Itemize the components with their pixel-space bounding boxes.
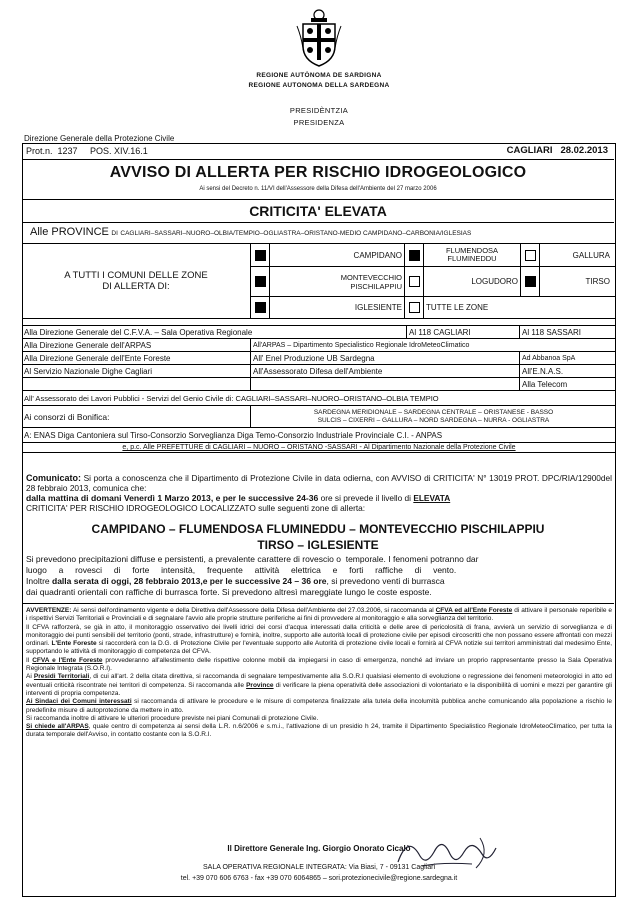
sala-operativa-address: SALA OPERATIVA REGIONALE INTEGRATA: Via Biasi, 7 - 09131 Cagliari [203, 864, 435, 871]
avvertenze-para [26, 673, 612, 698]
recipient: A: ENAS Diga Cantoniera sul Tirso-Consorzio Sorveglianza Diga Temo-Consorzio Industriale Provinciale C.I. - ANPAS [22, 428, 616, 443]
avvertenze-text: , di cui all'art. 2 della citata direttiva, si raccomanda di segnalare tempestivamente alla S.O.R.I qualsiasi elemento di evoluzione o regressione dei fenomeni meteorologici in atto ed eventuali criticità riscontrate nei territori di competenza. Si raccomanda alle [26, 673, 613, 689]
avvertenze-text: provvederanno all'allestimento delle rispettive colonne mobili da impiegarsi in caso di emergenza, nonché ad inviare un proprio rappresentante presso la Sala Operativa Regionale Integrata (S.O.R.I). [26, 656, 613, 673]
presidentzia-label: PRESIDÈNTZIA [289, 106, 349, 115]
director-line: Il Direttore Generale Ing. Giorgio Onorato Cicalò [227, 844, 411, 853]
checkbox-iglesiente [255, 302, 266, 313]
zone-check-cell [405, 244, 424, 267]
avvertenze-text: Ai Sindaci dei Comuni interessati [26, 698, 132, 706]
zone-check-cell [405, 267, 424, 297]
forecast-line: luogo a rovesci di forte intensità, frequente attività elettrica e forti raffiche di vento. [26, 565, 457, 575]
avvertenze-text: Ai sensi dell'ordinamento vigente e della Direttiva dell'Assessore della Difesa dell'Ambiente del 27.03.2006, si raccomanda al [71, 607, 436, 614]
avvertenze-para [26, 723, 612, 740]
forecast-block [26, 554, 612, 598]
avvertenze-text: CFVA e l'Ente Foreste [32, 656, 103, 664]
contact-line: tel. +39 070 606 6763 - fax +39 070 6064865 – sori.protezionecivile@regione.sardegna.it [180, 875, 458, 882]
document-title: AVVISO DI ALLERTA PER RISCHIO IDROGEOLOGICO [109, 164, 527, 181]
presidenza-label: PRESIDENZA [293, 118, 345, 127]
zone-check-cell [521, 267, 540, 297]
recipient: Ai consorzi di Bonifica: [22, 406, 251, 428]
zone-gallura: GALLURA [540, 244, 617, 267]
zones-table [22, 243, 616, 319]
recipient: Alla Direzione Generale dell'Ente Foreste [22, 352, 251, 365]
zone-check-cell [251, 267, 270, 297]
comunicato-label: Comunicato: [26, 473, 81, 483]
consorzi-list [251, 406, 617, 428]
checkbox-logudoro [409, 276, 420, 287]
recipient: All'E.N.A.S. [520, 365, 617, 378]
avvertenze-text: , quale centro di competenza ai sensi della L.R. n.6/2006 e s.m.i., l'attivazione di un presidio h 24, tramite il Dipartimento Specialistico Regionale IdroMeteoClimatico, per tutta la durata temporale dell'Avviso, in contatto costante con la S.O.R.I. [26, 723, 612, 739]
recipient: Alla Direzione Generale dell'ARPAS [22, 339, 251, 352]
avvertenze-para [26, 657, 612, 674]
recipient: All'ARPAS – Dipartimento Specialistico Regionale IdroMeteoClimatico [251, 339, 617, 352]
forecast-text: Inoltre [26, 576, 52, 586]
avvertenze-text: CFVA ed all'Ente Foreste [435, 607, 513, 614]
province-label: Alle PROVINCE [30, 226, 109, 238]
avvertenze-text: Il [26, 656, 33, 664]
recipient: All' Assessorato dei Lavori Pubblici - Servizi del Genio Civile di: CAGLIARI–SASSARI–NUORO–ORISTANO–OLBIA TEMPIO [22, 391, 616, 406]
protocol-line [22, 143, 614, 160]
zone-tutte: TUTTE LE ZONE [424, 297, 617, 319]
recipient: All'Assessorato Difesa dell'Ambiente [251, 365, 520, 378]
forecast-line [26, 576, 612, 587]
consorzi-line: SULCIS – CIXERRI – GALLURA – NORD SARDEGNA – NURRA - OGLIASTRA [317, 416, 550, 424]
recipient: Ad Abbanoa SpA [520, 352, 617, 365]
zone-tirso: TIRSO [540, 267, 617, 297]
recipients-table [22, 325, 616, 453]
region-name-sardo: REGIONE AUTÒNOMA DE SARDIGNA [256, 72, 382, 79]
comunicato-text: CRITICITA' PER RISCHIO IDROGEOLOGICO LOCALIZZATO sulle seguenti zone di allerta: [26, 503, 366, 513]
avvertenze-text: si raccorderà con la D.G. di Protezione Civile per l'eventuale supporto alle Autorità di protezione civile locali e fornirà al CFVA notizie sui territori amministrati dal medesimo Ente, supportando le attività di monitoraggio di competenza del CFVA. [26, 640, 613, 656]
avvertenze-text: si raccomanda di attivare le procedure e le misure di competenza finalizzate alla tutela della incolumità pubblica anche comunicando alla popolazione a rischio le predefinite misure di autoprotezione da mettere in atto. [26, 698, 612, 714]
zones-title-2: TIRSO – IGLESIENTE [257, 538, 379, 552]
checkbox-campidano [255, 250, 266, 261]
province-row [22, 221, 614, 244]
zone-montevecchio: MONTEVECCHIO PISCHILAPPIU [270, 267, 405, 297]
recipient: Al 118 CAGLIARI [407, 326, 520, 339]
avvertenze-para: Si raccomanda inoltre di attivare le ulteriori procedure previste nei piani Comunali di protezione Civile. [26, 714, 319, 722]
zone-check-cell [251, 244, 270, 267]
document-subtitle: Ai sensi del Decreto n. 11/VI dell'Assessore della Difesa dell'Ambiente del 27 marzo 2006 [199, 186, 437, 192]
avvertenze-text: Si chiede all'ARPAS [26, 723, 89, 731]
empty-cell [251, 378, 520, 391]
empty-cell [22, 378, 251, 391]
avvertenze-text: L'Ente Foreste [51, 640, 97, 648]
checkbox-gallura [525, 250, 536, 261]
province-list: CAGLIARI–SASSARI–NUORO–OLBIA/TEMPIO–OGLIASTRA–ORISTANO-MEDIO CAMPIDANO–CARBONIA/IGLESIAS [120, 230, 472, 237]
province-di: DI [111, 230, 118, 237]
regional-crest-icon [295, 8, 343, 68]
divider [22, 603, 614, 604]
comunicato-text: ore si prevede il livello di [318, 493, 414, 503]
zone-check-cell [251, 297, 270, 319]
direzione-label: Direzione Generale della Protezione Civile [24, 134, 175, 143]
checkbox-tutte [409, 302, 420, 313]
avvertenze-para [26, 698, 612, 715]
avvertenze-para [26, 624, 612, 657]
comunicato-block [26, 473, 612, 513]
avvertenze-text: di verificare la piena operatività delle associazioni di volontariato e la disponibilità di uomini e mezzi per garantire gli interventi di propria competenza. [26, 681, 612, 697]
checkbox-montevecchio [255, 276, 266, 287]
consorzi-line: SARDEGNA MERIDIONALE – SARDEGNA CENTRALE – ORISTANESE - BASSO [313, 408, 554, 416]
criticita-level: CRITICITA' ELEVATA [22, 199, 614, 223]
avvertenze-text: Il CFVA rafforzerà, se già in atto, il monitoraggio osservativo dei livelli idrici dei corsi d'acqua interessati dalla criticità e delle aree di pericolosità di frana, avvierà un servizio di sorveglianza e di monitoraggio dei punti sensibili del territorio (ponti, strade, infrastrutture) e fornirà, inoltre, supporto alle autorità locali di protezione civile per episodi circoscritti che non possano essere affrontati con mezzi ordinari. [26, 623, 612, 648]
recipient: All' Enel Produzione UB Sardegna [251, 352, 520, 365]
avvertenze-text: di attivare il personale reperibile e i rispettivi Servizi Territoriali e Provinciali e di segnalare l'avvio alle proprie strutture periferiche ai fini di provvedere al monitoraggio e alla sorveglianza del territorio. [26, 607, 613, 623]
avvertenze-text: Ai [26, 673, 34, 681]
zones-title-1: CAMPIDANO – FLUMENDOSA FLUMINEDDU – MONTEVECCHIO PISCHILAPPIU [91, 522, 545, 536]
zone-check-cell [521, 244, 540, 267]
comunicato-text: Si porta a conoscenza che il Dipartimento di Protezione Civile in data odierna, con AVVISO di CRITICITA' N° 13019 PROT. DPC/RIA/12900del 28 febbraio 2013, comunica che: [26, 473, 612, 493]
avvertenze-para [26, 607, 612, 624]
avvertenze-label: AVVERTENZE: [26, 607, 72, 614]
zone-campidano: CAMPIDANO [270, 244, 405, 267]
comunicato-level: ELEVATA [413, 493, 451, 503]
avvertenze-block [26, 607, 612, 740]
forecast-line: Si prevedono precipitazioni diffuse e persistenti, a prevalente carattere di rovescio o temporale. I fenomeni potranno dar [26, 554, 479, 564]
zone-flumendosa: FLUMENDOSA FLUMINEDDU [424, 244, 521, 267]
comunicato-date: dalla mattina di domani Venerdì 1 Marzo 2013, e per le successive 24-36 [26, 493, 319, 503]
forecast-text: , si prevedono venti di burrasca [326, 576, 445, 586]
checkbox-flumendosa [409, 250, 420, 261]
zones-to-label: A TUTTI I COMUNI DELLE ZONE DI ALLERTA DI: [22, 244, 251, 319]
recipient: Al 118 SASSARI [520, 326, 617, 339]
place-date: CAGLIARI 28.02.2013 [506, 145, 608, 156]
recipient: Al Servizio Nazionale Dighe Cagliari [22, 365, 251, 378]
zone-logudoro: LOGUDORO [424, 267, 521, 297]
recipient-pc: e, p.c. Alle PREFETTURE di CAGLIARI – NUORO – ORISTANO -SASSARI - Al Dipartimento Nazionale della Protezione Civile [22, 443, 616, 453]
avvertenze-text: Province [246, 681, 274, 689]
recipient: Alla Telecom [520, 378, 617, 391]
forecast-text-bold: dalla serata di oggi, 28 febbraio 2013,e per le successive 24 – 36 ore [52, 576, 327, 586]
protocol-number: Prot.n. 1237 POS. XIV.16.1 [26, 146, 148, 156]
zone-check-cell [405, 297, 424, 319]
recipient: Alla Direzione Generale del C.F.V.A. – Sala Operativa Regionale [22, 326, 407, 339]
checkbox-tirso [525, 276, 536, 287]
region-name-italian: REGIONE AUTONOMA DELLA SARDEGNA [248, 82, 390, 89]
avvertenze-text: Presidi Territoriali [33, 673, 90, 681]
forecast-line: dai quadranti orientali con raffiche di burrasca forte. Si prevedono altresì mareggiate lungo le coste esposte. [26, 587, 432, 597]
zone-iglesiente: IGLESIENTE [270, 297, 405, 319]
